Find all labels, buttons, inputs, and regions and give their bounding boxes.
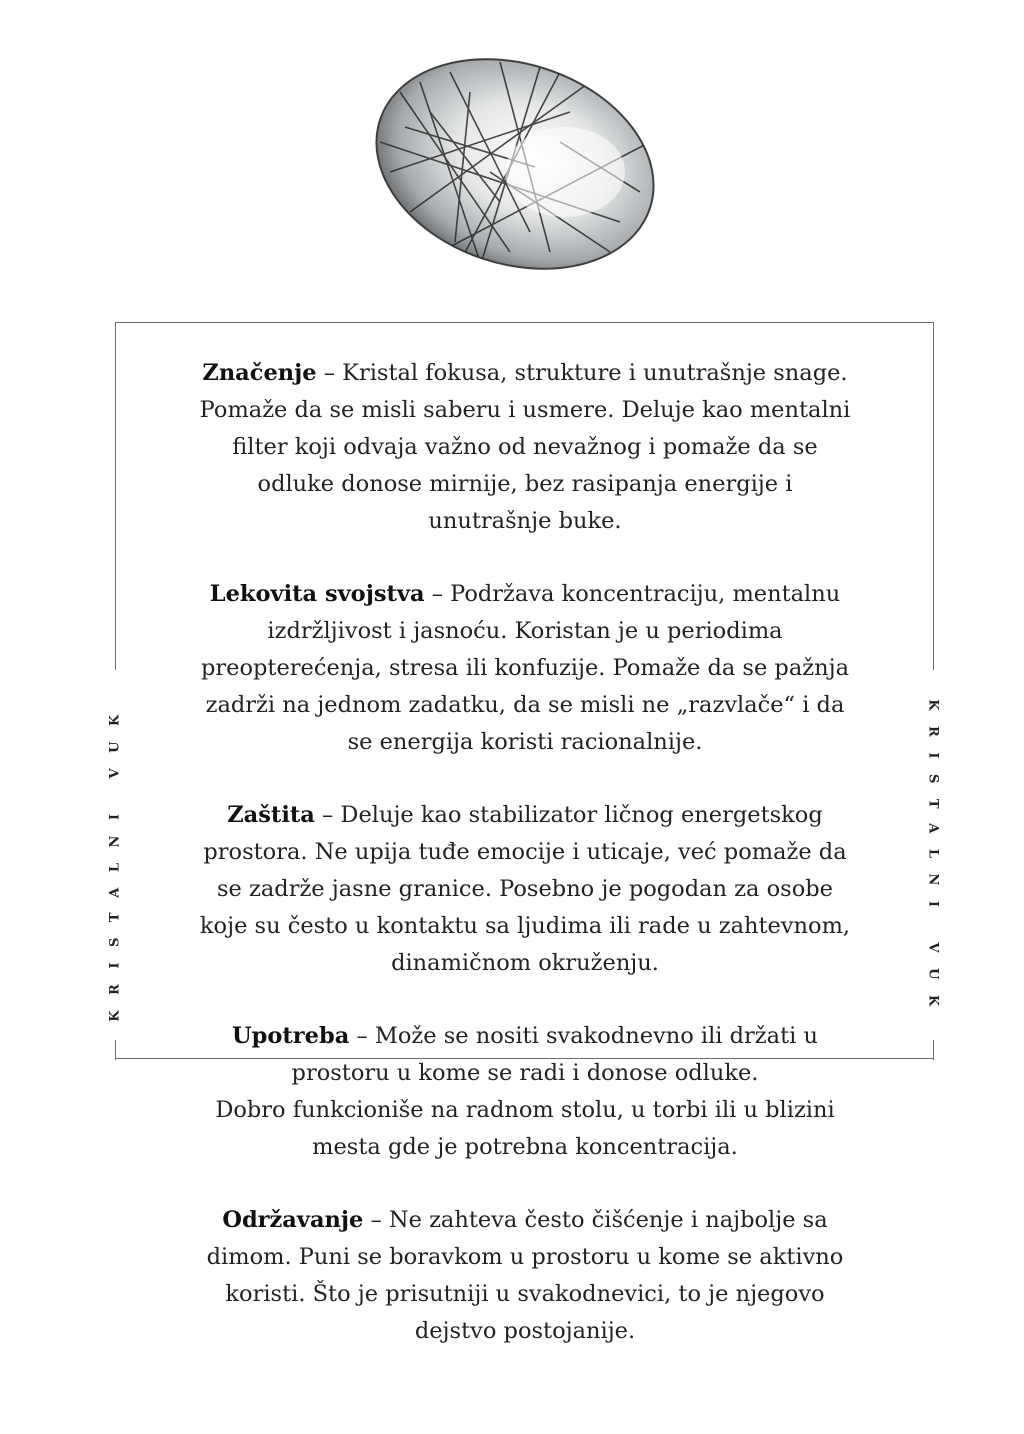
rutilated-quartz-stone-icon — [360, 52, 670, 277]
section-text: – Podržava koncentraciju, mentalnu izdržljivost i jasnoću. Koristan je u periodima preopterećenja, stresa ili konfuzije. Pomaže da se pažnja zadrži na jednom zadatku, da se misli ne „razvlače“ i da se energija koristi racionalnije. — [201, 581, 849, 755]
section-text: – Ne zahteva često čišćenje i najbolje sa dimom. Puni se boravkom u prostoru u kome se aktivno koristi. Što je prisutniji u svakodnevici, to je njegovo dejstvo postojanije. — [206, 1207, 844, 1344]
section-lekovita-svojstva — [195, 576, 855, 761]
section-title: Zaštita — [227, 802, 315, 828]
side-label-right: KRISTALNI VUK — [925, 698, 941, 1022]
rutilated-quartz-image — [360, 52, 670, 277]
frame-left-line-bottom — [115, 1040, 116, 1060]
section-text: – Može se nositi svakodnevno ili držati u prostoru u kome se radi i donose odluke. — [291, 1023, 818, 1086]
section-text: – Kristal fokusa, strukture i unutrašnje snage. Pomaže da se misli saberu i usmere. Deluje kao mentalni filter koji odvaja važno od nevažnog i pomaže da se odluke donose mirnije, bez rasipanja energije i unutrašnje buke. — [199, 360, 851, 534]
section-title: Upotreba — [232, 1023, 350, 1049]
section-text: – Deluje kao stabilizator ličnog energetskog prostora. Ne upija tuđe emocije i uticaje, već pomaže da se zadrže jasne granice. Posebno je pogodan za osobe koje su često u kontaktu sa ljudima ili rade u zahtevnom, dinamičnom okruženju. — [199, 802, 851, 976]
section-title: Održavanje — [222, 1207, 364, 1233]
frame-left-line-top — [115, 322, 116, 670]
section-text-2: Dobro funkcioniše na radnom stolu, u torbi ili u blizini mesta gde je potrebna koncentracija. — [215, 1097, 835, 1160]
section-title: Značenje — [202, 360, 317, 386]
crystal-description — [195, 355, 855, 1386]
side-label-left: KRISTALNI VUK — [107, 698, 123, 1022]
section-upotreba — [195, 1018, 855, 1166]
section-title: Lekovita svojstva — [209, 581, 425, 607]
section-zastita — [195, 797, 855, 982]
frame-right-line-bottom — [933, 1040, 934, 1060]
section-znacenje — [195, 355, 855, 540]
frame-right-line-top — [933, 322, 934, 670]
section-odrzavanje — [195, 1202, 855, 1350]
